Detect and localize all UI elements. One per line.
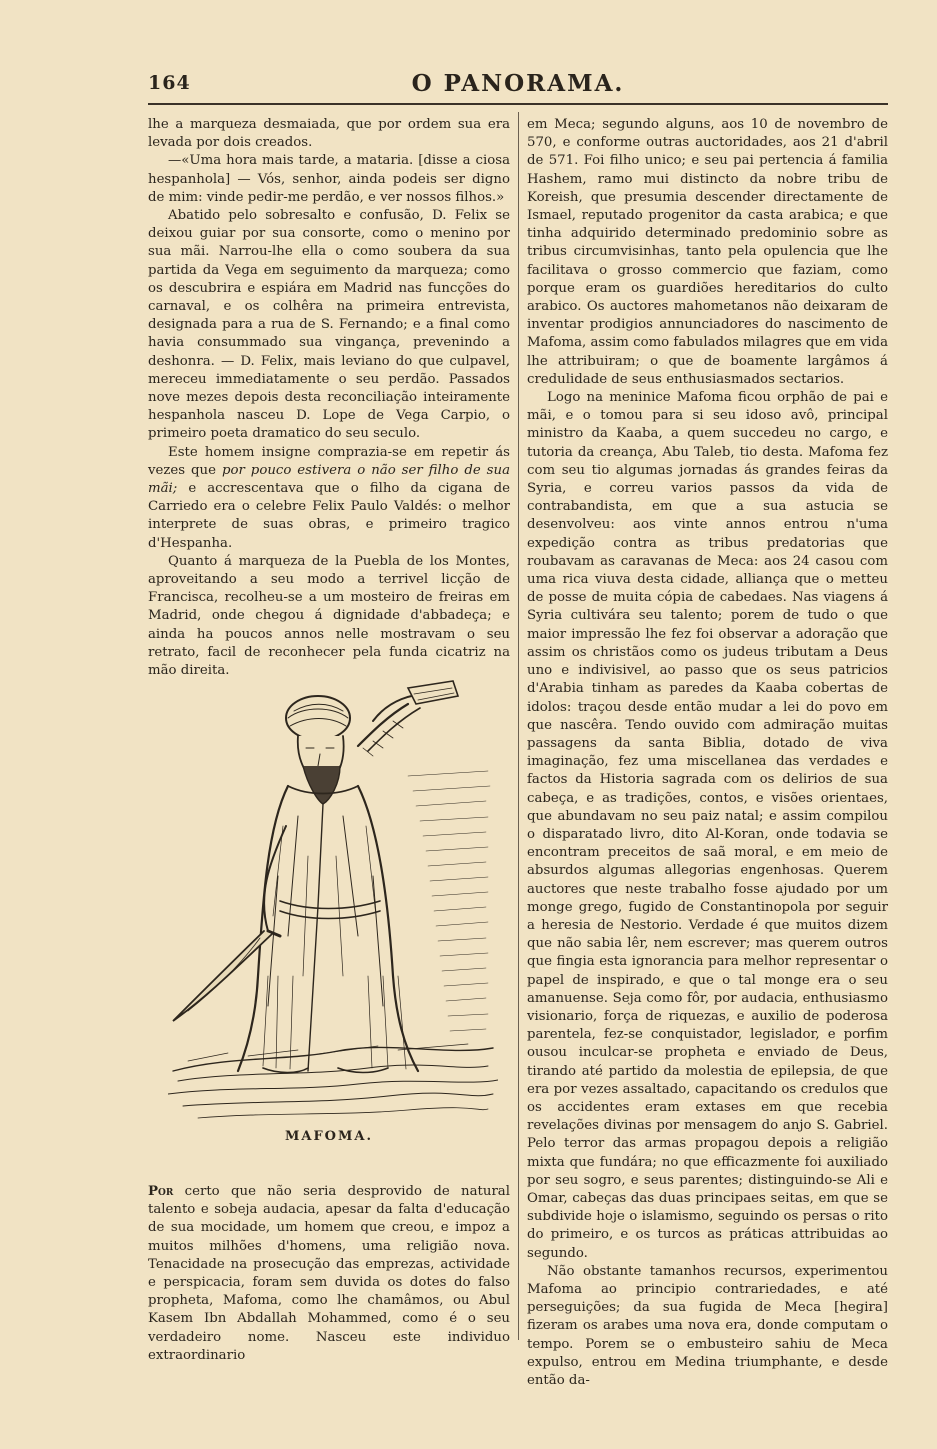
paragraph: Logo na meninice Mafoma ficou orphão de pai e mãi, e o tomou para si seu idoso avô, principal ministro da Kaaba, a quem succedeu no cargo, e tutoria da creança, Abu Taleb, tio desta. Mafoma fez com seu tio algumas jornadas ás grandes feiras da Syria, e correu varios passos da vida de contrabandista, em que a sua astucia se desenvolveu: aos vinte annos entrou n'uma expedição contra as tribus predatorias que roubavam as caravanas de Meca: aos 24 casou com uma rica viuva desta cidade, alliança que o metteu de posse de muita cópia de cabedaes. Nas viagens á Syria cultivára seu talento; porem de tudo o que maior impressão lhe fez foi observar a adoração que assim os christãos como os judeus tributam a Deus uno e indivisivel, ao passo que os seus patricios d'Arabia tinham as paredes da Kaaba cobertas de idolos: traçou desde então mudar a lei do povo em que nascêra. Tendo ouvido com admiração muitas passagens da santa Biblia, dotado de viva imaginação, fez uma miscellanea das verdades e factos da Historia sagrada com os delirios de sua cabeça, e as tradições, contos, e visões orientaes, que abundavam no seu paiz natal; e assim compilou o disparatado livro, dito Al-Koran, onde todavia se encontram preceitos de saã moral, e em meio de absurdos algumas allegorias engenhosas. Querem auctores que neste trabalho fosse ajudado por um monge grego, fugido de Constantinopola por seguir a heresia de Nestorio. Verdade é que muitos dizem que não sabia lêr, nem escrever; mas querem outros que fingia esta ignorancia para melhor representar o papel de inspirado, e que o tal monge era o seu amanuense. Seja como fôr, por audacia, enthusiasmo visionario, força de riquezas, e auxilio de poderosa parentela, fez-se conquistador, legislador, e porfim ousou inculcar-se propheta e enviado de Deus, tirando até partido da molestia de epilepsia, de que era por vezes assaltado, capacitando os credulos que os accidentes eram extases em que recebia revelações divinas por mensagem do anjo S. Gabriel. Pelo terror das armas propagou depois a religião mixta que fundára; no que efficazmente foi auxiliado por seu sogro, e seus parentes; distinguindo-se Ali e Omar, cabeças das duas principaes seitas, em que se subdivide hoje o islamismo, seguindo os persas o rito do primeiro, e os turcos as práticas attribuidas ao segundo. [527, 390, 888, 1261]
lead-word: Por [148, 1184, 174, 1199]
header-rule [148, 103, 888, 105]
paragraph: em Meca; segundo alguns, aos 10 de novembro de 570, e conforme outras auctoridades, aos 21 d'abril de 571. Foi filho unico; e seu pai pertencia á familia Hashem, ramo mui distincto da nobre tribu de Koreish, que presumia descender directamente de Ismael, reputado progenitor da casta arabica; e que tinha adquirido determinado predominio sobre as tribus circumvisinhas, tanto pela opulencia que lhe facilitava o grosso commercio que faziam, como porque eram os guardiões hereditarios do culto arabico. Os auctores mahometanos não deixaram de inventar prodigios annunciadores do nascimento de Mafoma, assim como fabulados milagres que em vida lhe attribuiram; o que de boamente largâmos á credulidade de seus enthusiasmados sectarios. [527, 117, 888, 387]
paragraph: Quanto á marqueza de la Puebla de los Montes, aproveitando a seu modo a terrivel licção de Francisca, recolheu-se a um mosteiro de freiras em Madrid, onde chegou á dignidade d'abbadeça; e ainda ha poucos annos nelle mostravam o seu retrato, facil de reconhecer pela funda cicatriz na mão direita. [148, 553, 510, 679]
engraving-illustration [168, 676, 498, 1126]
paragraph [148, 444, 510, 553]
italic-quote: por pouco estivera o não ser filho de sua mãi; [148, 462, 510, 497]
paragraph-text: Este homem insigne comprazia-se em repetir ás vezes que [148, 444, 510, 478]
journal-title: O PANORAMA. [411, 70, 625, 97]
page-number: 164 [148, 72, 191, 94]
page-header [148, 68, 888, 100]
paragraph-text: certo que não seria desprovido de natural talento e sobeja audacia, apesar da falta d'educação de sua mocidade, um homem que creou, e impoz a muitos milhões d'homens, uma religião nova. Tenacidade na prosecução das emprezas, actividade e perspicacia, foram sem duvida os dotes do falso propheta, Mafoma, como lhe chamâmos, ou Abul Kasem Ibn Abdallah Mohammed, como é o seu verdadeiro nome. Nasceu este individuo extraordinario [148, 1184, 510, 1363]
left-column-bottom [148, 1183, 510, 1365]
left-column-top [148, 116, 510, 680]
right-column [527, 116, 888, 1390]
paragraph: —«Uma hora mais tarde, a mataria. [disse a ciosa hespanhola] — Vós, senhor, ainda podeis ser digno de mim: vinde pedir-me perdão, e ver nossos filhos.» [148, 153, 510, 205]
mafoma-engraving [168, 676, 498, 1126]
column-divider [518, 112, 519, 1340]
paragraph-text: e accrescentava que o filho da cigana de Carriedo era o celebre Felix Paulo Valdés: o melhor interprete de suas obras, e primeiro tragico d'Hespanha. [148, 481, 510, 551]
paragraph [148, 1183, 510, 1365]
paragraph: lhe a marqueza desmaiada, que por ordem sua era levada por dois creados. [148, 117, 510, 151]
paragraph: Abatido pelo sobresalto e confusão, D. Felix se deixou guiar por sua consorte, como o menino por sua mãi. Narrou-lhe ella o como soubera da sua partida da Vega em seguimento da marqueza; como os descubrira e espiára em Madrid nas funcções do carnaval, e os colhêra na primeira entrevista, designada para a rua de S. Fernando; e a final como havia consummado sua vingança, prevenindo a deshonra. — D. Felix, mais leviano do que culpavel, mereceu immediatamente o seu perdão. Passados nove mezes depois desta reconciliação inteiramente hespanhola nasceu D. Lope de Vega Carpio, o primeiro poeta dramatico do seu seculo. [148, 208, 510, 442]
figure-caption: MAFOMA. [284, 1129, 374, 1144]
paragraph: Não obstante tamanhos recursos, experimentou Mafoma ao principio contrariedades, e até perseguições; da sua fugida de Meca [hegira] fizeram os arabes uma nova era, donde computam o tempo. Porem se o embusteiro sahiu de Meca expulso, entrou em Medina triumphante, e desde então da- [527, 1263, 888, 1389]
